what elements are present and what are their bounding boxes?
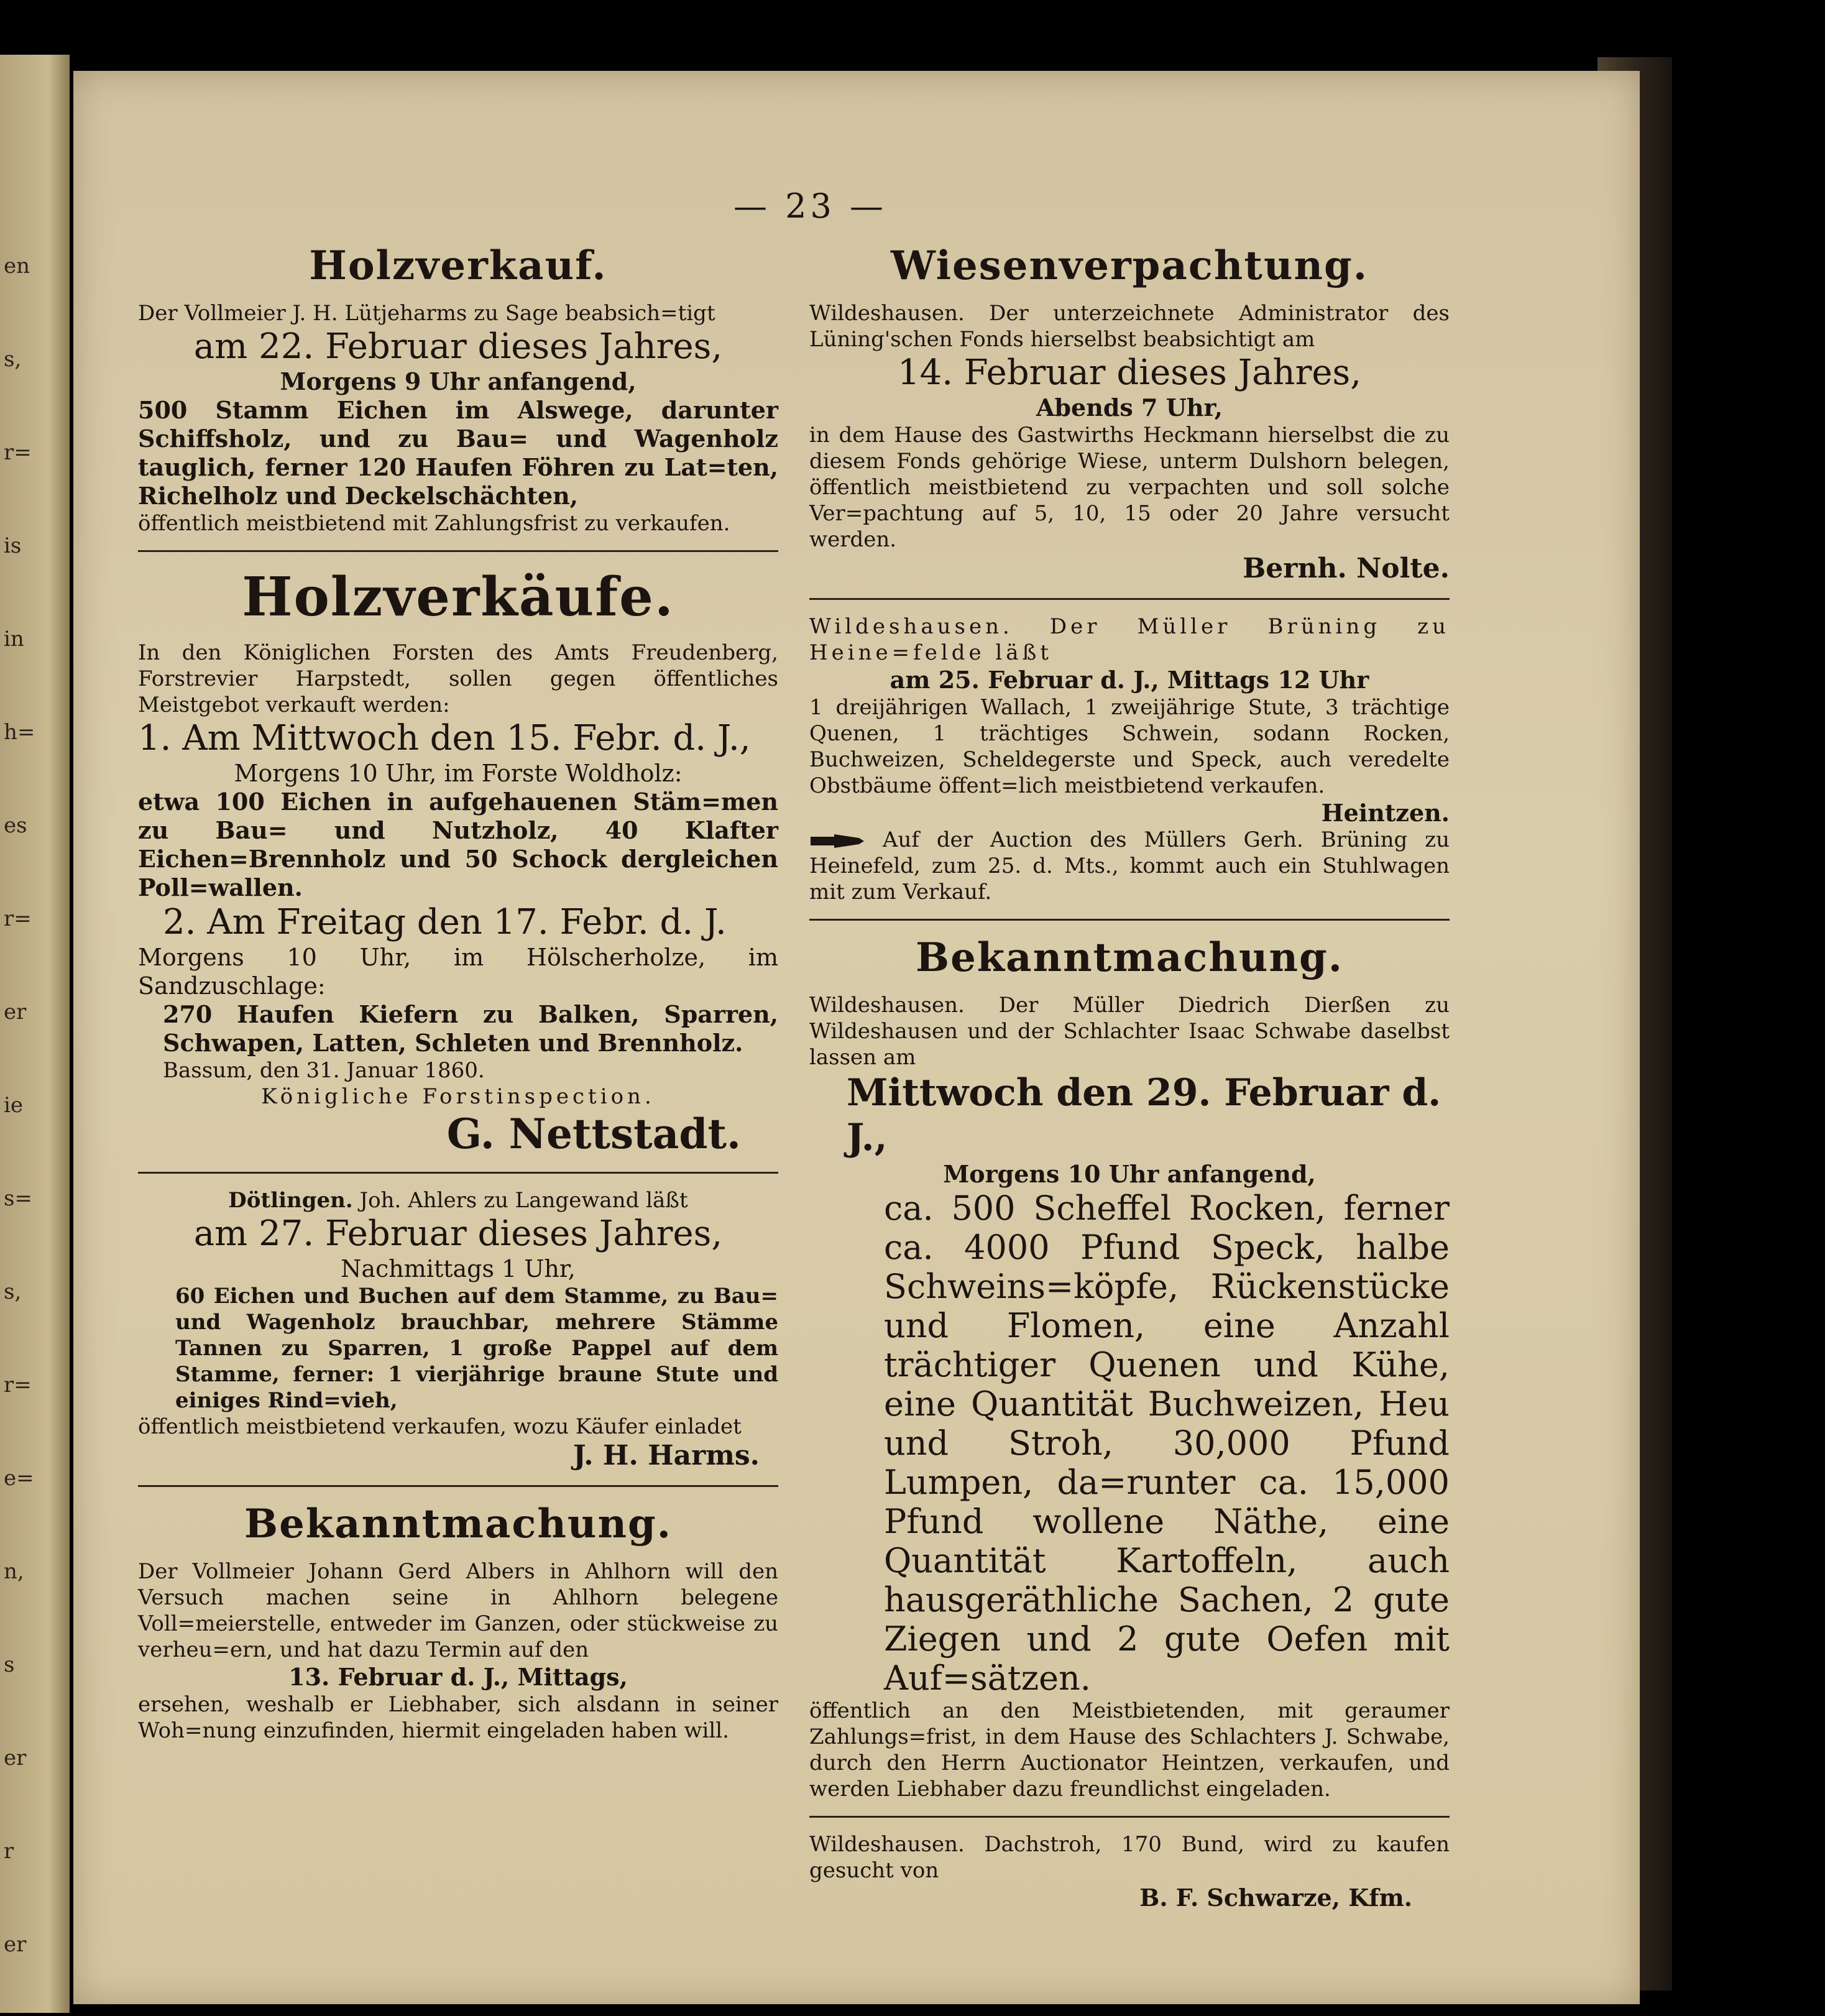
ad-date: am 27. Februar dieses Jahres,	[193, 1213, 723, 1254]
ad-heading: Wiesenverpachtung.	[890, 242, 1369, 289]
item1-body: etwa 100 Eichen in aufgehauenen Stäm=men zu Bau= und Nutzholz, 40 Klafter Eichen=Brennholz und 50 Schock dergleichen Poll=wallen.	[138, 788, 778, 901]
left-page-edge	[0, 55, 70, 2013]
pointing-hand-icon	[809, 832, 865, 850]
ad-intro: Der Vollmeier J. H. Lütjeharms zu Sage beabsich=tigt	[138, 301, 715, 326]
left-page-fragment: ie	[4, 1093, 23, 1118]
ad-body: 60 Eichen und Buchen auf dem Stamme, zu Bau= und Wagenholz brauchbar, mehrere Stämme Tannen zu Sparren, 1 große Pappel auf dem Stamme, ferner: 1 vierjährige braune Stute und einiges Rind=vieh,	[175, 1284, 778, 1413]
ad-intro: Wildeshausen. Dachstroh, 170 Bund, wird zu kaufen gesucht von	[809, 1832, 1450, 1883]
item1-date: 1. Am Mittwoch den 15. Febr. d. J.,	[138, 718, 751, 758]
ad-intro: Joh. Ahlers zu Langewand läßt	[359, 1188, 688, 1213]
left-page-fragment: er	[4, 1000, 27, 1024]
ad-wiesenverpachtung	[809, 242, 1450, 584]
ad-body: in dem Hause des Gastwirths Heckmann hierselbst die zu diesem Fonds gehörige Wiese, unterm Dulshorn belegen, öffentlich meistbietend zu verpachten und soll solche Ver=pachtung auf 5, 10, 15 oder 20 Jahre versucht werden.	[809, 423, 1450, 552]
ad-closing: ersehen, weshalb er Liebhaber, sich alsdann in seiner Woh=nung einzufinden, hiermit eingeladen haben will.	[138, 1692, 778, 1743]
ad-date: am 25. Februar d. J., Mittags 12 Uhr	[890, 666, 1369, 694]
ad-bekanntmachung-albers	[138, 1501, 778, 1744]
place-name: Dötlingen.	[228, 1188, 353, 1213]
ad-intro: Wildeshausen. Der Müller Diedrich Dierßen zu Wildeshausen und der Schlachter Isaac Schwabe daselbst lassen am	[809, 993, 1450, 1070]
item1-place: Morgens 10 Uhr, im Forste Woldholz:	[234, 760, 683, 787]
ad-heading: Holzverkauf.	[309, 242, 607, 289]
office-name: Königliche Forstinspection.	[261, 1084, 655, 1109]
left-page-fragment: r=	[4, 906, 32, 931]
ad-doetlingen	[138, 1187, 778, 1471]
left-page-fragment: s,	[4, 347, 22, 372]
left-page-fragment: s=	[4, 1186, 32, 1211]
left-page-fragment: e=	[4, 1466, 34, 1491]
signature: Bernh. Nolte.	[1243, 553, 1450, 584]
ad-time: Abends 7 Uhr,	[1036, 394, 1223, 421]
ad-holzverkaeufe	[138, 566, 778, 1158]
ad-date: 13. Februar d. J., Mittags,	[288, 1663, 628, 1691]
ad-time: Morgens 10 Uhr anfangend,	[943, 1160, 1316, 1188]
signature: J. H. Harms.	[572, 1440, 760, 1471]
ad-holzverkauf	[138, 242, 778, 536]
left-page-fragment: es	[4, 813, 27, 838]
ad-date: am 22. Februar dieses Jahres,	[193, 326, 723, 367]
ad-heading: Bekanntmachung.	[244, 1501, 673, 1547]
divider	[138, 1172, 778, 1174]
ad-body: 500 Stamm Eichen im Alswege, darunter Schiffsholz, und zu Bau= und Wagenholz tauglich, ferner 120 Haufen Föhren zu Lat=ten, Richelholz und Deckelschächten,	[138, 396, 778, 510]
page-number: — 23 —	[733, 186, 888, 226]
left-column	[138, 242, 778, 1744]
item2-body: 270 Haufen Kiefern zu Balken, Sparren, Schwapen, Latten, Schleten und Brennholz.	[163, 1000, 778, 1057]
left-page-fragment: r=	[4, 440, 32, 465]
signature: G. Nettstadt.	[446, 1110, 741, 1158]
ad-time: Morgens 9 Uhr anfangend,	[280, 367, 637, 395]
right-column	[809, 242, 1450, 1912]
ad-date: 14. Februar dieses Jahres,	[897, 352, 1362, 393]
divider	[809, 1816, 1450, 1818]
item2-date: 2. Am Freitag den 17. Febr. d. J.	[163, 902, 727, 942]
left-page-fragment: en	[4, 254, 30, 278]
ad-date: Mittwoch den 29. Februar d. J.,	[847, 1071, 1441, 1159]
left-page-fragment: n,	[4, 1559, 24, 1584]
divider	[138, 1485, 778, 1487]
divider	[138, 550, 778, 552]
left-page-fragment: r=	[4, 1373, 32, 1397]
ad-body: 1 dreijährigen Wallach, 1 zweijährige Stute, 3 trächtige Quenen, 1 trächtiges Schwein, sodann Rocken, Buchweizen, Scheldegerste und Speck, auch veredelte Obstbäume öffent=lich meistbietend verkaufen.	[809, 695, 1450, 798]
ad-closing: öffentlich an den Meistbietenden, mit geraumer Zahlungs=frist, in dem Hause des Schlachters J. Schwabe, durch den Herrn Auctionator Heintzen, verkaufen, und werden Liebhaber dazu freundlichst eingeladen.	[809, 1698, 1450, 1802]
signature: Heintzen.	[1321, 799, 1450, 827]
ad-heading: Bekanntmachung.	[915, 934, 1344, 981]
ad-intro: Wildeshausen. Der Müller Brüning zu Heine=felde läßt	[809, 614, 1450, 665]
left-page-fragment: s,	[4, 1279, 22, 1304]
ad-body: Der Vollmeier Johann Gerd Albers in Ahlhorn will den Versuch machen seine in Ahlhorn belegene Voll=meierstelle, entweder im Ganzen, oder stückweise zu verheu=ern, und hat dazu Termin auf den	[138, 1559, 778, 1662]
signature: B. F. Schwarze, Kfm.	[1139, 1884, 1412, 1912]
ad-intro: In den Königlichen Forsten des Amts Freudenberg, Forstrevier Harpstedt, sollen gegen öffentliches Meistgebot verkauft werden:	[138, 640, 778, 717]
left-page-fragment: s	[4, 1652, 15, 1677]
ad-intro: Wildeshausen. Der unterzeichnete Administrator des Lüning'schen Fonds hierselbst beabsichtigt am	[809, 301, 1450, 352]
ad-time: Nachmittags 1 Uhr,	[341, 1255, 576, 1282]
ad-body: ca. 500 Scheffel Rocken, ferner ca. 4000 Pfund Speck, halbe Schweins=köpfe, Rückenstücke und Flomen, eine Anzahl trächtiger Quenen und Kühe, eine Quantität Buchweizen, Heu und Stroh, 30,000 Pfund Lumpen, da=runter ca. 15,000 Pfund wollene Näthe, eine Quantität Kartoffeln, auch hausgeräthliche Sachen, 2 gute Ziegen und 2 gute Oefen mit Auf=sätzen.	[884, 1189, 1450, 1698]
left-page-fragment: in	[4, 627, 24, 651]
ad-dachstroh	[809, 1831, 1450, 1912]
ad-note: Auf der Auction des Müllers Gerh. Brüning zu Heinefeld, zum 25. d. Mts., kommt auch ein Stuhlwagen mit zum Verkauf.	[809, 827, 1450, 904]
left-page-fragment: r	[4, 1839, 14, 1864]
left-page-fragment: h=	[4, 720, 35, 745]
ad-heading: Holzverkäufe.	[242, 566, 674, 628]
divider	[809, 598, 1450, 600]
ad-bekanntmachung-dierssen	[809, 934, 1450, 1802]
item2-place: Morgens 10 Uhr, im Hölscherholze, im Sandzuschlage:	[138, 944, 778, 1000]
divider	[809, 919, 1450, 921]
left-page-fragment: er	[4, 1746, 27, 1770]
left-page-fragment: is	[4, 533, 22, 558]
ad-bruening	[809, 614, 1450, 905]
dateline: Bassum, den 31. Januar 1860.	[163, 1058, 485, 1083]
left-page-fragment: er	[4, 1932, 27, 1957]
ad-closing: öffentlich meistbietend verkaufen, wozu Käufer einladet	[138, 1414, 742, 1439]
ad-closing: öffentlich meistbietend mit Zahlungsfrist zu verkaufen.	[138, 511, 730, 536]
